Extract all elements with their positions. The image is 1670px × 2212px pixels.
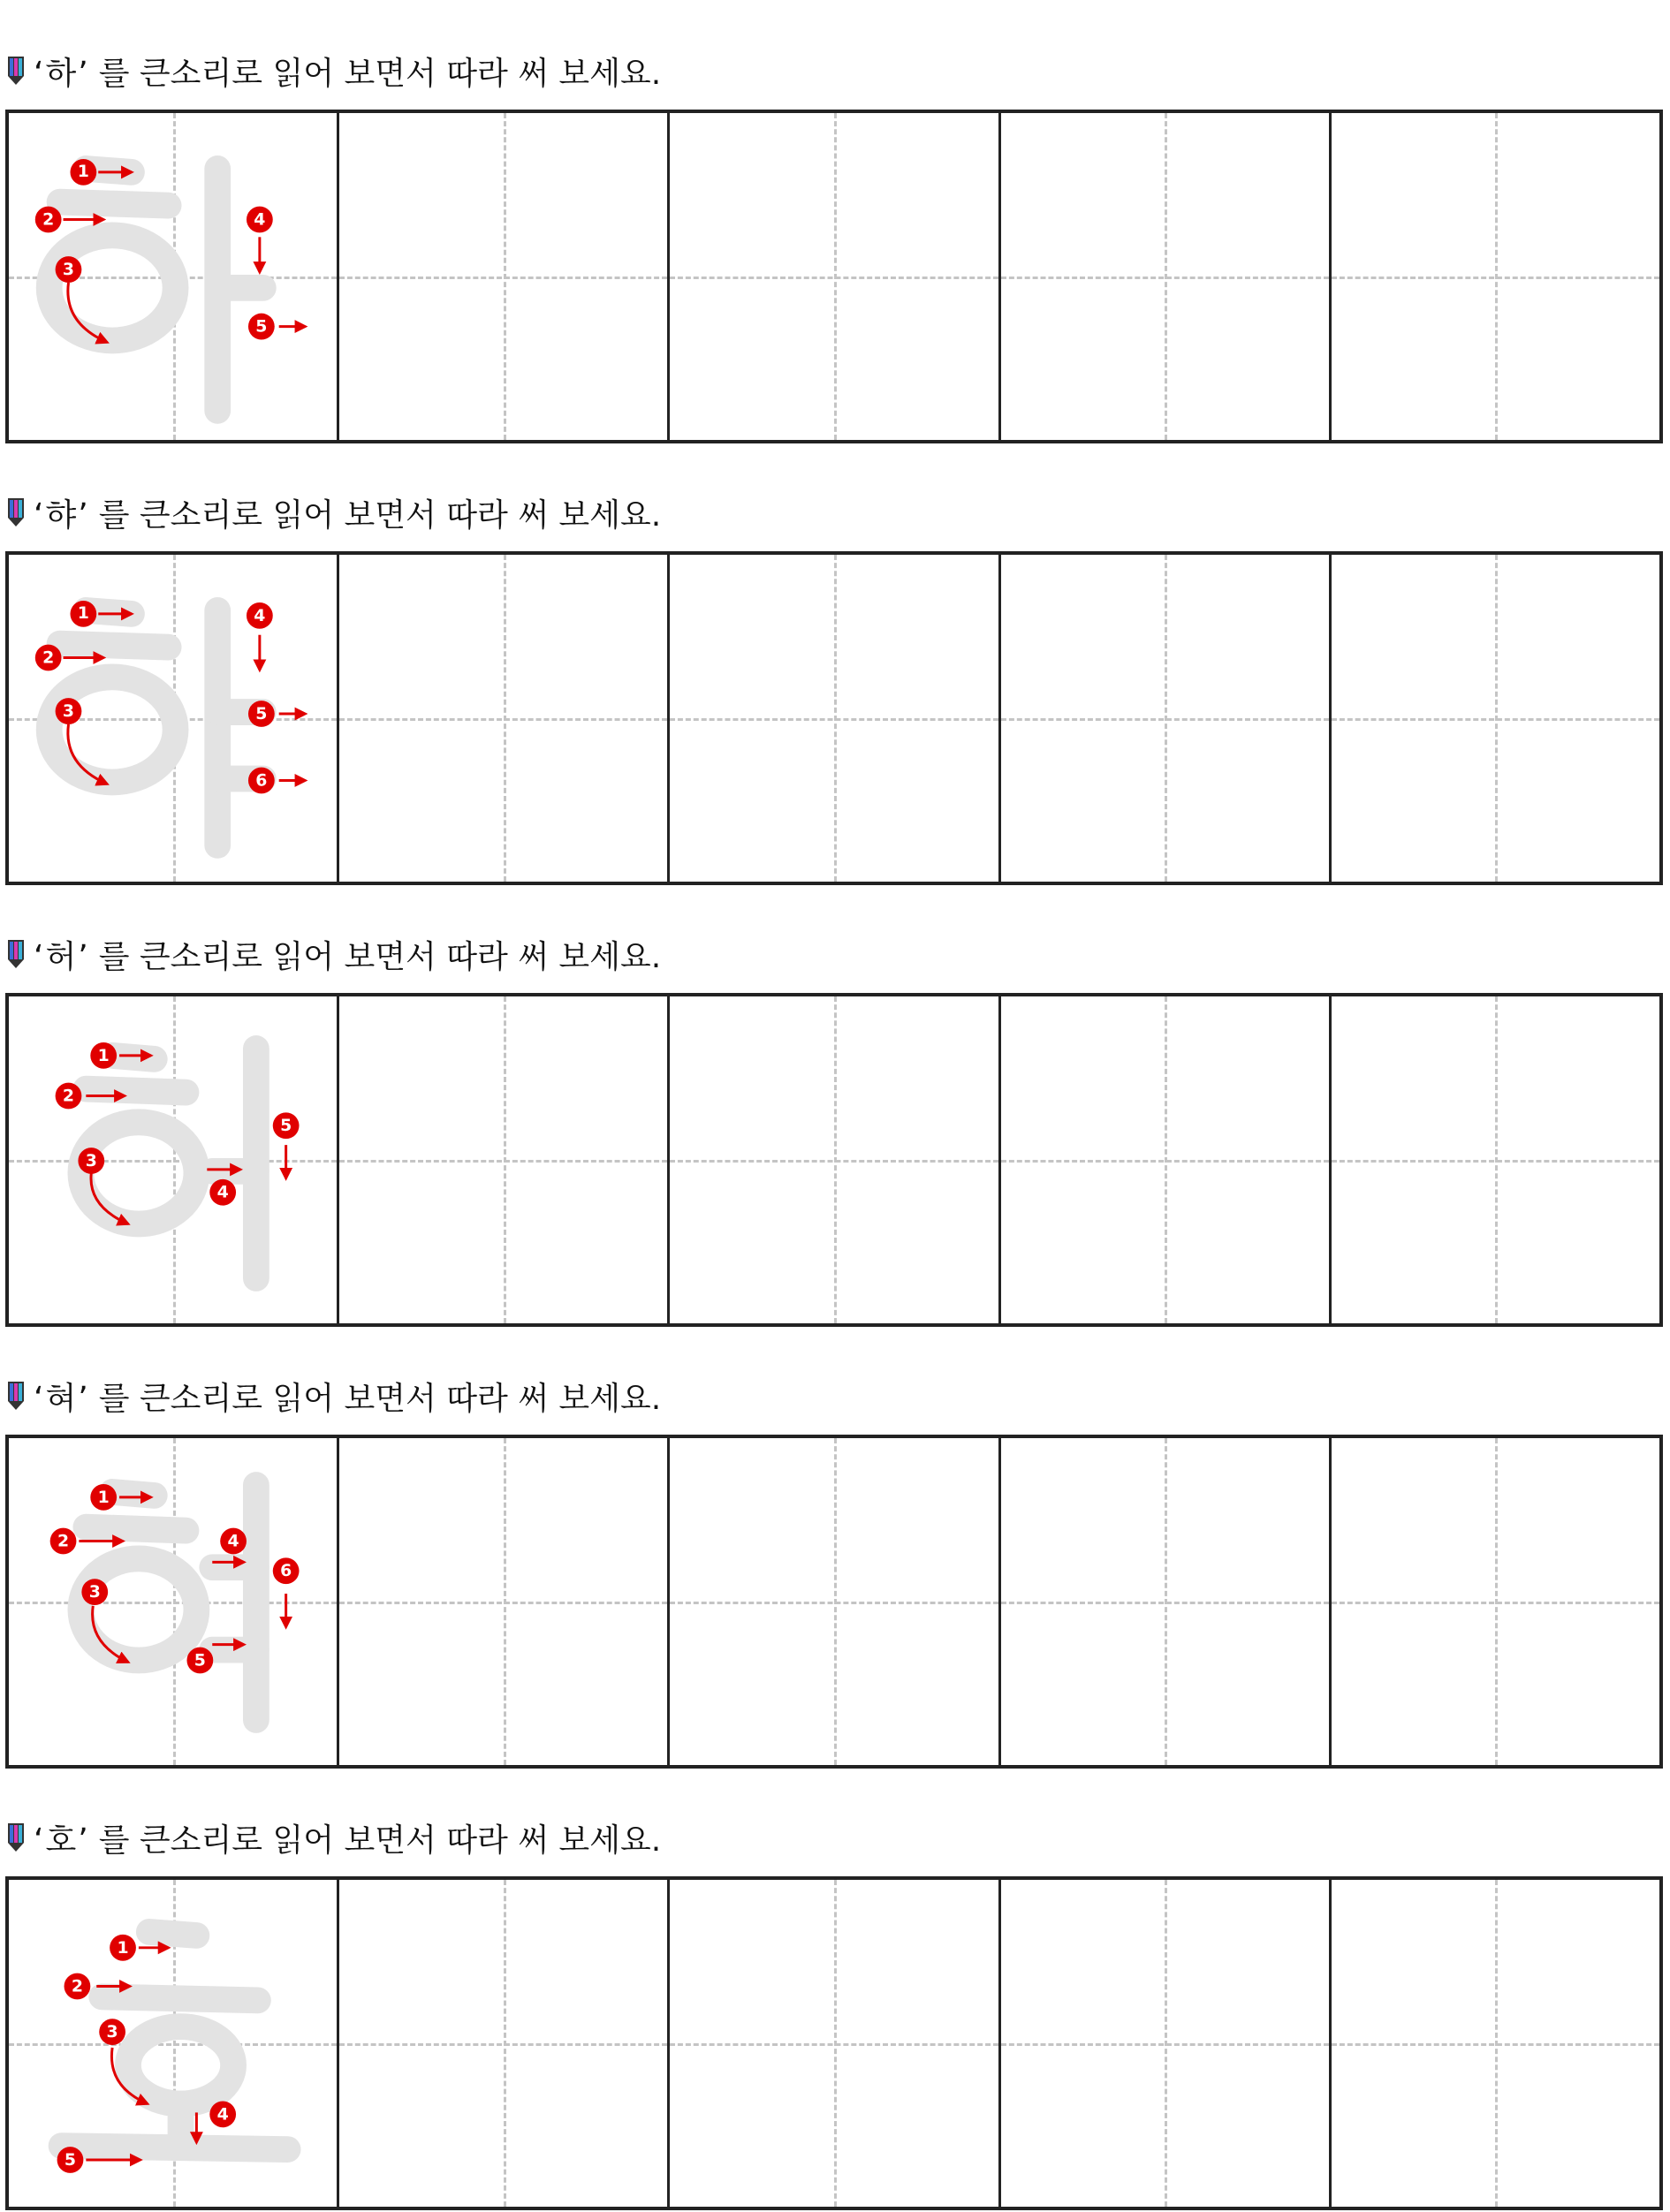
svg-text:6: 6 (255, 771, 268, 791)
target-syllable-quote: ‘혀’ (34, 1380, 88, 1417)
svg-text:1: 1 (117, 1938, 129, 1958)
svg-text:1: 1 (77, 603, 89, 623)
svg-text:2: 2 (42, 648, 55, 668)
practice-cell[interactable] (337, 113, 667, 440)
target-syllable-quote: ‘하’ (34, 55, 88, 92)
practice-cell[interactable] (1329, 113, 1659, 440)
target-syllable-quote: ‘햐’ (34, 496, 88, 534)
practice-section-ho (0, 1767, 1670, 2208)
practice-section-hya (0, 442, 1670, 883)
svg-text:4: 4 (216, 2105, 229, 2125)
svg-text:3: 3 (62, 261, 75, 280)
model-cell (9, 113, 337, 440)
svg-text:2: 2 (57, 1532, 70, 1551)
instruction-text: 를 큰소리로 읽어 보면서 따라 써 보세요. (98, 1380, 662, 1417)
svg-text:4: 4 (254, 210, 266, 230)
stroke-order-model (9, 113, 337, 440)
svg-text:1: 1 (97, 1488, 110, 1507)
practice-cell[interactable] (998, 996, 1329, 1323)
instruction (7, 486, 661, 539)
svg-text:5: 5 (194, 1651, 206, 1670)
pencil-icon (7, 56, 25, 86)
practice-section-hyeo (0, 1325, 1670, 1767)
practice-cell[interactable] (667, 1880, 998, 2207)
svg-text:1: 1 (77, 162, 89, 181)
svg-text:4: 4 (227, 1532, 239, 1551)
target-syllable-quote: ‘호’ (34, 1822, 88, 1859)
practice-section-ha (0, 0, 1670, 442)
target-syllable: 허 (45, 938, 77, 975)
practice-cell[interactable] (667, 113, 998, 440)
instruction (7, 1811, 661, 1864)
target-syllable: 혀 (45, 1380, 77, 1417)
practice-cell[interactable] (1329, 555, 1659, 882)
practice-cell[interactable] (667, 555, 998, 882)
svg-text:3: 3 (88, 1583, 101, 1602)
model-cell (9, 1880, 337, 2207)
practice-cell[interactable] (337, 996, 667, 1323)
writing-grid (5, 110, 1663, 443)
instruction (7, 44, 661, 97)
instruction (7, 1369, 661, 1422)
svg-text:1: 1 (97, 1046, 110, 1065)
svg-text:5: 5 (64, 2150, 77, 2170)
target-syllable: 호 (45, 1822, 77, 1859)
instruction-text: 를 큰소리로 읽어 보면서 따라 써 보세요. (98, 55, 662, 92)
practice-cell[interactable] (337, 1880, 667, 2207)
pencil-icon (7, 1381, 25, 1411)
writing-grid (5, 1876, 1663, 2210)
stroke-order-model (9, 996, 337, 1323)
practice-cell[interactable] (337, 555, 667, 882)
svg-text:3: 3 (106, 2023, 118, 2042)
practice-cell[interactable] (998, 555, 1329, 882)
practice-cell[interactable] (1329, 996, 1659, 1323)
svg-text:2: 2 (62, 1087, 75, 1106)
practice-cell[interactable] (667, 996, 998, 1323)
target-syllable: 하 (45, 55, 77, 92)
practice-cell[interactable] (667, 1438, 998, 1765)
svg-text:4: 4 (254, 606, 266, 625)
practice-section-heo (0, 883, 1670, 1325)
writing-grid (5, 993, 1663, 1327)
svg-text:3: 3 (62, 702, 75, 722)
pencil-icon (7, 1822, 25, 1852)
svg-text:3: 3 (85, 1151, 97, 1170)
target-syllable: 햐 (45, 496, 77, 534)
stroke-order-model (9, 1438, 337, 1765)
practice-cell[interactable] (998, 1438, 1329, 1765)
target-syllable-quote: ‘허’ (34, 938, 88, 975)
svg-text:5: 5 (255, 317, 268, 337)
svg-text:5: 5 (280, 1117, 292, 1136)
svg-text:6: 6 (280, 1562, 292, 1581)
pencil-icon (7, 497, 25, 527)
pencil-icon (7, 939, 25, 969)
practice-cell[interactable] (998, 1880, 1329, 2207)
svg-text:5: 5 (255, 704, 268, 723)
model-cell (9, 555, 337, 882)
writing-grid (5, 551, 1663, 885)
practice-cell[interactable] (1329, 1880, 1659, 2207)
writing-grid (5, 1435, 1663, 1769)
instruction-text: 를 큰소리로 읽어 보면서 따라 써 보세요. (98, 938, 662, 975)
practice-cell[interactable] (998, 113, 1329, 440)
model-cell (9, 996, 337, 1323)
instruction (7, 928, 661, 981)
practice-cell[interactable] (337, 1438, 667, 1765)
instruction-text: 를 큰소리로 읽어 보면서 따라 써 보세요. (98, 1822, 662, 1859)
stroke-order-model (9, 1880, 337, 2207)
stroke-order-model (9, 555, 337, 882)
model-cell (9, 1438, 337, 1765)
instruction-text: 를 큰소리로 읽어 보면서 따라 써 보세요. (98, 496, 662, 534)
svg-text:2: 2 (71, 1977, 83, 1996)
svg-text:2: 2 (42, 210, 55, 230)
svg-text:4: 4 (216, 1183, 229, 1202)
practice-cell[interactable] (1329, 1438, 1659, 1765)
